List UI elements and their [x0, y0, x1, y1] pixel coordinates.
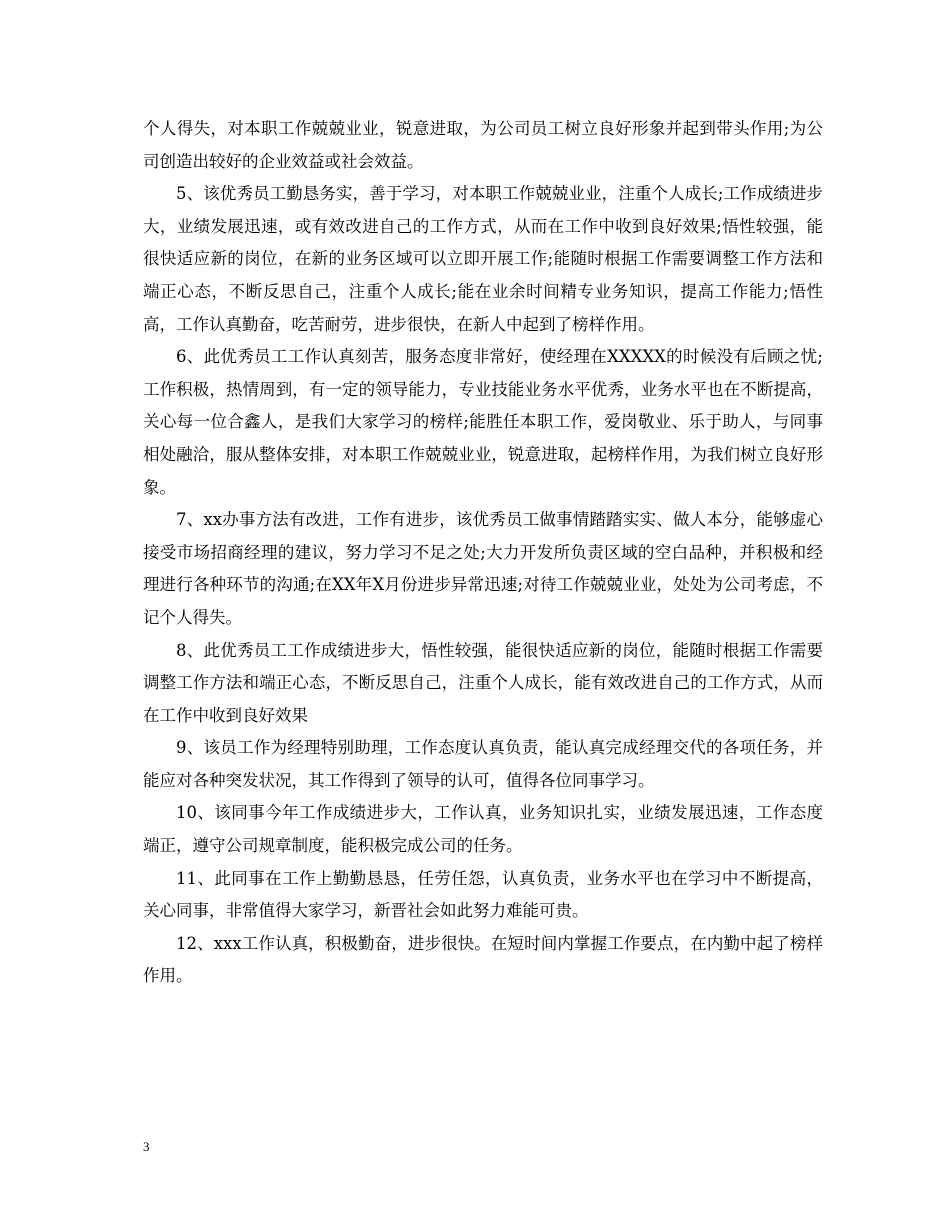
page-number: 3 — [143, 1139, 150, 1154]
paragraph-item-6: 6、此优秀员工工作认真刻苦，服务态度非常好，使经理在XXXXX的时候没有后顾之忧;工作积极，热情周到，有一定的领导能力，专业技能业务水平优秀，业务水平也在不断提高，关心每一位合鑫人，是我们大家学习的榜样;能胜任本职工作，爱岗敬业、乐于助人，与同事相处融洽，服从整体安排，对本职工作兢兢业业，锐意进取，起榜样作用，为我们树立良好形象。 — [143, 347, 823, 497]
paragraph-item-10: 10、该同事今年工作成绩进步大，工作认真，业务知识扎实，业绩发展迅速，工作态度端正，遵守公司规章制度，能积极完成公司的任务。 — [143, 803, 823, 856]
paragraph-item-9: 9、该员工作为经理特别助理，工作态度认真负责，能认真完成经理交代的各项任务，并能应对各种突发状况，其工作得到了领导的认可，值得各位同事学习。 — [143, 738, 823, 790]
paragraph-item-11: 11、此同事在工作上勤勤恳恳，任劳任怨，认真负责，业务水平也在学习中不断提高，关心同事，非常值得大家学习，新晋社会如此努力难能可贵。 — [143, 868, 823, 921]
paragraph-item-5: 5、该优秀员工勤恳务实，善于学习，对本职工作兢兢业业，注重个人成长;工作成绩进步大，业绩发展迅速，或有效改进自己的工作方式，从而在工作中收到良好效果;悟性较强，能很快适应新的岗位，在新的业务区域可以立即开展工作;能随时根据工作需要调整工作方法和端正心态，不断反思自己，注重个人成长;能在业余时间精专业务知识，提高工作能力;悟性高，工作认真勤奋，吃苦耐劳，进步很快，在新人中起到了榜样作用。 — [143, 184, 823, 334]
paragraph-continuation: 个人得失，对本职工作兢兢业业，锐意进取，为公司员工树立良好形象并起到带头作用;为公司创造出较好的企业效益或社会效益。 — [143, 119, 823, 171]
paragraph-item-8: 8、此优秀员工工作成绩进步大，悟性较强，能很快适应新的岗位，能随时根据工作需要调整工作方法和端正心态，不断反思自己，注重个人成长，能有效改进自己的工作方式，从而在工作中收到良好效果 — [143, 640, 823, 725]
paragraph-item-12: 12、xxx工作认真，积极勤奋，进步很快。在短时间内掌握工作要点，在内勤中起了榜样作用。 — [143, 933, 823, 986]
paragraph-item-7: 7、xx办事方法有改进，工作有进步，该优秀员工做事情踏踏实实、做人本分，能够虚心接受市场招商经理的建议，努力学习不足之处;大力开发所负责区域的空白品种，并积极和经理进行各种环节的沟通;在XX年X月份进步异常迅速;对待工作兢兢业业，处处为公司考虑，不记个人得失。 — [143, 510, 823, 627]
document-body — [143, 113, 823, 993]
